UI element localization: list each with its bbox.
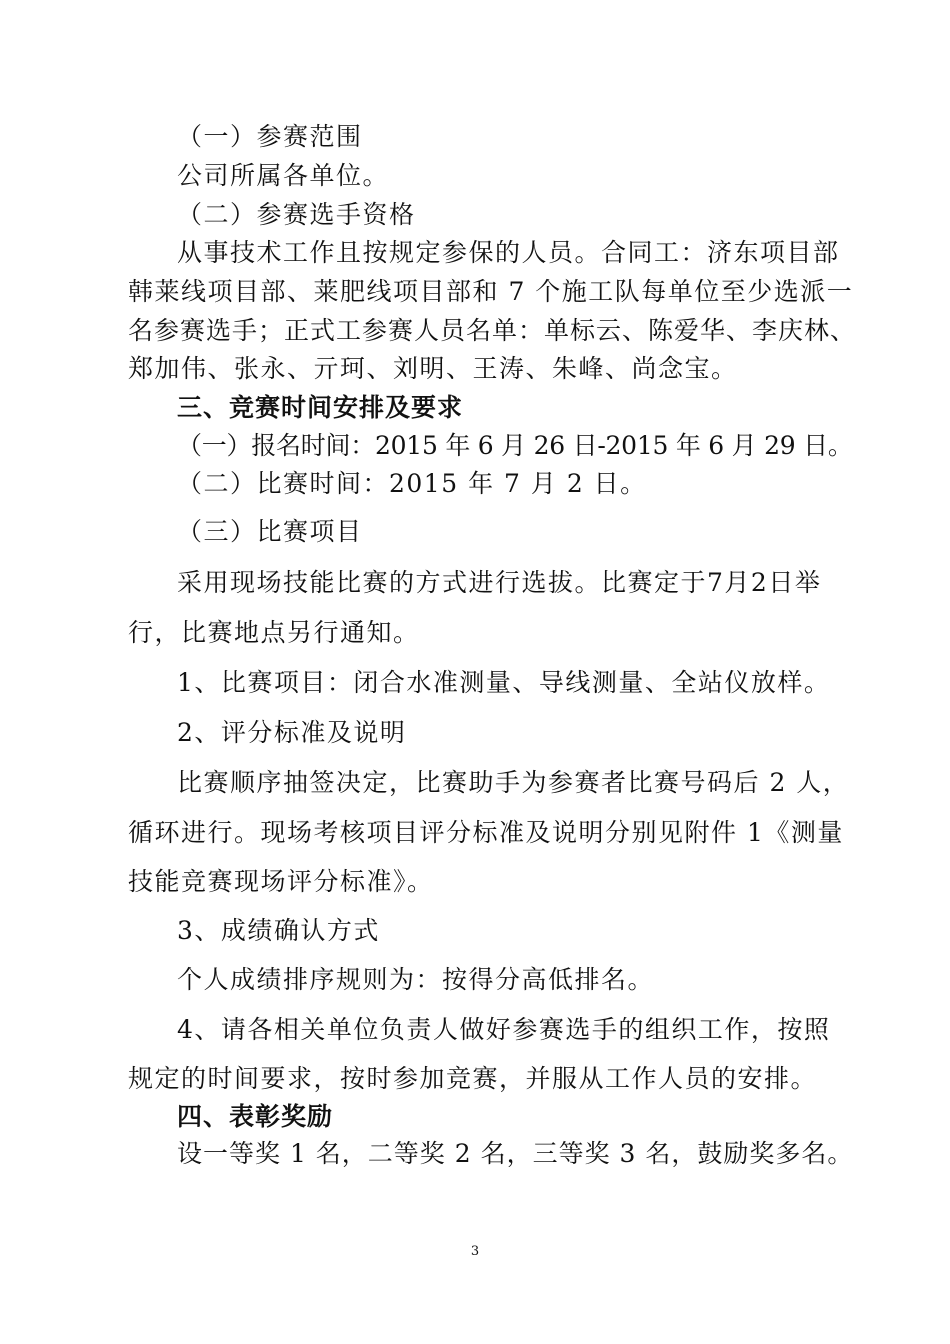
paragraph-scoring-2: 循环进行。现场考核项目评分标准及说明分别见附件 1《测量: [128, 818, 844, 847]
section-heading-awards: 四、表彰奖励: [177, 1102, 334, 1131]
paragraph-scope: 公司所属各单位。: [177, 161, 390, 190]
section-heading-schedule: 三、竞赛时间安排及要求: [177, 393, 464, 422]
subheading-qualification: （二）参赛选手资格: [177, 200, 416, 229]
paragraph-competition-time: （二）比赛时间：2015 年 7 月 2 日。: [177, 469, 647, 498]
paragraph-scoring-3: 技能竞赛现场评分标准》。: [128, 867, 434, 896]
subheading-scope: （一）参赛范围: [177, 122, 363, 151]
paragraph-method-2: 行，比赛地点另行通知。: [128, 618, 420, 647]
paragraph-event-items: 1、比赛项目：闭合水准测量、导线测量、全站仪放样。: [177, 668, 831, 697]
paragraph-scoring-1: 比赛顺序抽签决定，比赛助手为参赛者比赛号码后 2 人，: [177, 768, 850, 797]
subheading-results: 3、成绩确认方式: [177, 916, 380, 945]
paragraph-qualification-4: 郑加伟、张永、亓珂、刘明、王涛、朱峰、尚念宝。: [128, 354, 738, 383]
subheading-scoring: 2、评分标准及说明: [177, 718, 407, 747]
paragraph-organize-1: 4、请各相关单位负责人做好参赛选手的组织工作，按照: [177, 1015, 831, 1044]
paragraph-awards: 设一等奖 1 名，二等奖 2 名，三等奖 3 名，鼓励奖多名。: [177, 1139, 854, 1168]
paragraph-method-1: 采用现场技能比赛的方式进行选拔。比赛定于7月2日举: [177, 568, 822, 597]
paragraph-organize-2: 规定的时间要求，按时参加竞赛，并服从工作人员的安排。: [128, 1064, 818, 1093]
paragraph-qualification-2: 韩莱线项目部、莱肥线项目部和 7 个施工队每单位至少选派一: [128, 277, 854, 306]
subheading-events: （三）比赛项目: [177, 517, 363, 546]
paragraph-qualification-3: 名参赛选手；正式工参赛人员名单：单标云、陈爱华、李庆林、: [128, 316, 857, 345]
paragraph-qualification-1: 从事技术工作且按规定参保的人员。合同工：济东项目部: [177, 238, 840, 267]
paragraph-registration-time: （一）报名时间：2015 年 6 月 26 日-2015 年 6 月 29 日。: [177, 431, 853, 460]
paragraph-results: 个人成绩排序规则为：按得分高低排名。: [177, 965, 655, 994]
page-number: 3: [470, 1244, 480, 1259]
